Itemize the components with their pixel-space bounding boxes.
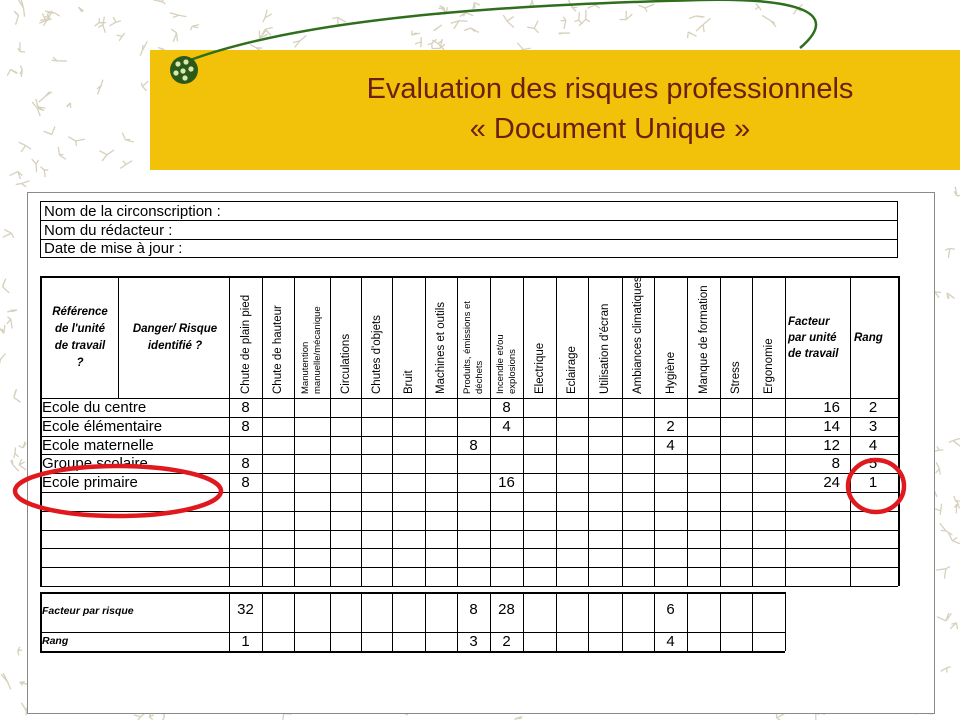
risk-column-header: Chutes d'objets — [370, 315, 383, 394]
grid-line — [556, 276, 557, 586]
unit-factor-value: 14 — [823, 417, 840, 435]
risk-value: 8 — [502, 399, 511, 416]
rank-header: Rang — [854, 332, 883, 344]
grid-line — [898, 276, 900, 586]
unit-factor-value: 16 — [823, 399, 840, 416]
factor-per-risk-value: 28 — [498, 601, 515, 618]
rank-per-risk-value: 2 — [502, 633, 511, 650]
grid-line — [752, 276, 753, 586]
risk-column-header: déchets — [473, 360, 485, 394]
grid-line — [785, 592, 786, 651]
grid-line — [40, 276, 898, 278]
grid-line — [622, 276, 623, 586]
risk-value: 8 — [469, 436, 478, 454]
redacteur-field: Nom du rédacteur : — [44, 222, 173, 239]
factor-unit-header-line: Facteur — [788, 316, 830, 328]
grid-line — [687, 276, 688, 586]
grid-line — [40, 586, 898, 587]
unit-rank-value: 4 — [868, 436, 878, 454]
factor-per-risk-value: 6 — [666, 601, 675, 618]
grid-line — [40, 592, 785, 594]
grid-line — [556, 592, 557, 651]
grid-line — [40, 530, 898, 531]
factor-per-risk-label: Facteur par risque — [42, 605, 134, 617]
risk-column-header: Chute de plain pied — [239, 294, 252, 394]
factor-per-risk-value: 8 — [469, 601, 478, 618]
work-unit-label: Groupe scolaire — [42, 455, 148, 473]
grid-line — [392, 276, 393, 586]
unit-rank-value: 2 — [868, 399, 878, 416]
grid-line — [457, 276, 458, 586]
date-field: Date de mise à jour : — [44, 240, 183, 257]
grid-line — [687, 592, 688, 651]
risk-value: 4 — [502, 417, 511, 435]
unit-rank-value: 1 — [868, 474, 878, 492]
risk-value: 2 — [666, 417, 675, 435]
risk-column-header: Bruit — [402, 370, 415, 394]
risk-column-header: Ambiances climatiques — [632, 276, 644, 394]
risk-column-header: Machines et outils — [435, 301, 447, 394]
title-band — [150, 50, 960, 170]
grid-line — [588, 592, 589, 651]
risk-value: 8 — [241, 417, 250, 435]
rank-per-risk-label: Rang — [42, 635, 69, 647]
rank-per-risk-value: 1 — [241, 633, 250, 650]
factor-unit-header-line: de travail — [788, 348, 839, 360]
risk-value: 8 — [241, 455, 250, 473]
risk-value: 8 — [241, 474, 250, 492]
work-unit-label: Ecole du centre — [42, 399, 147, 416]
danger-header-line: identifié ? — [147, 340, 203, 352]
grid-line — [40, 473, 898, 474]
circonscription-field: Nom de la circonscription : — [44, 203, 221, 220]
risk-column-header: Utilisation d'écran — [599, 303, 611, 394]
grid-line — [294, 276, 295, 586]
page-title: Evaluation des risques professionnels — [366, 73, 854, 105]
unit-rank-value: 5 — [868, 455, 878, 473]
ref-unit-header-line: Référence — [52, 306, 108, 318]
unit-rank-value: 3 — [868, 417, 878, 435]
factor-per-risk-value: 32 — [237, 601, 254, 618]
grid-line — [752, 592, 753, 651]
unit-factor-value: 12 — [823, 436, 840, 454]
grid-line — [330, 592, 331, 651]
grid-line — [40, 567, 898, 568]
work-unit-label: Ecole maternelle — [42, 436, 154, 454]
risk-column-header: Ergonomie — [762, 338, 775, 394]
grid-line — [40, 398, 898, 399]
risk-column-header: Electrique — [533, 342, 546, 394]
risk-value: 4 — [666, 436, 675, 454]
grid-line — [720, 592, 721, 651]
grid-line — [40, 417, 898, 418]
grid-line — [330, 276, 331, 586]
risk-column-header: Manque de formation — [697, 285, 710, 394]
risk-column-header: Incendie et/ou — [494, 334, 506, 394]
grid-line — [262, 592, 263, 651]
grid-line — [392, 592, 393, 651]
grid-line — [40, 548, 898, 549]
page-subtitle: « Document Unique » — [469, 113, 751, 145]
risk-column-header: Chute de hauteur — [272, 305, 284, 394]
grid-line — [720, 276, 721, 586]
ref-unit-header-line: de travail — [54, 340, 106, 352]
grid-line — [361, 592, 362, 651]
unit-factor-value: 24 — [823, 474, 840, 492]
grid-line — [622, 592, 623, 651]
rank-per-risk-value: 4 — [666, 633, 675, 650]
grid-line — [294, 592, 295, 651]
work-unit-label: Ecole primaire — [42, 474, 138, 492]
grid-line — [425, 276, 426, 586]
grid-line — [523, 592, 524, 651]
ref-unit-header-line: ? — [76, 357, 84, 369]
grid-line — [425, 592, 426, 651]
grid-line — [262, 276, 263, 586]
grid-line — [361, 276, 362, 586]
work-unit-label: Ecole élémentaire — [42, 417, 163, 435]
risk-column-header: Produits, émissions et — [461, 301, 473, 394]
risk-column-header: Stress — [730, 361, 742, 394]
grid-line — [118, 276, 119, 398]
rank-per-risk-value: 3 — [469, 633, 478, 650]
danger-header-line: Danger/ Risque — [132, 323, 218, 335]
risk-column-header: Manutention — [300, 341, 311, 394]
factor-unit-header-line: par unité — [788, 332, 837, 344]
ref-unit-header-line: de l'unité — [54, 323, 105, 335]
unit-factor-value: 8 — [831, 455, 840, 473]
grid-line — [588, 276, 589, 586]
grid-line — [40, 651, 785, 653]
grid-line — [40, 492, 898, 493]
risk-column-header: explosions — [506, 349, 518, 394]
risk-column-header: Eclairage — [566, 346, 578, 394]
risk-column-header: Hygiène — [664, 351, 677, 394]
risk-column-header: Circulations — [339, 333, 352, 394]
risk-value: 8 — [241, 399, 250, 416]
header-fields-box — [40, 201, 898, 258]
grid-line — [523, 276, 524, 586]
grid-line — [40, 511, 898, 512]
risk-value: 16 — [498, 474, 515, 492]
grid-line — [40, 454, 898, 455]
risk-column-header: manuelle/mécanique — [312, 306, 323, 394]
